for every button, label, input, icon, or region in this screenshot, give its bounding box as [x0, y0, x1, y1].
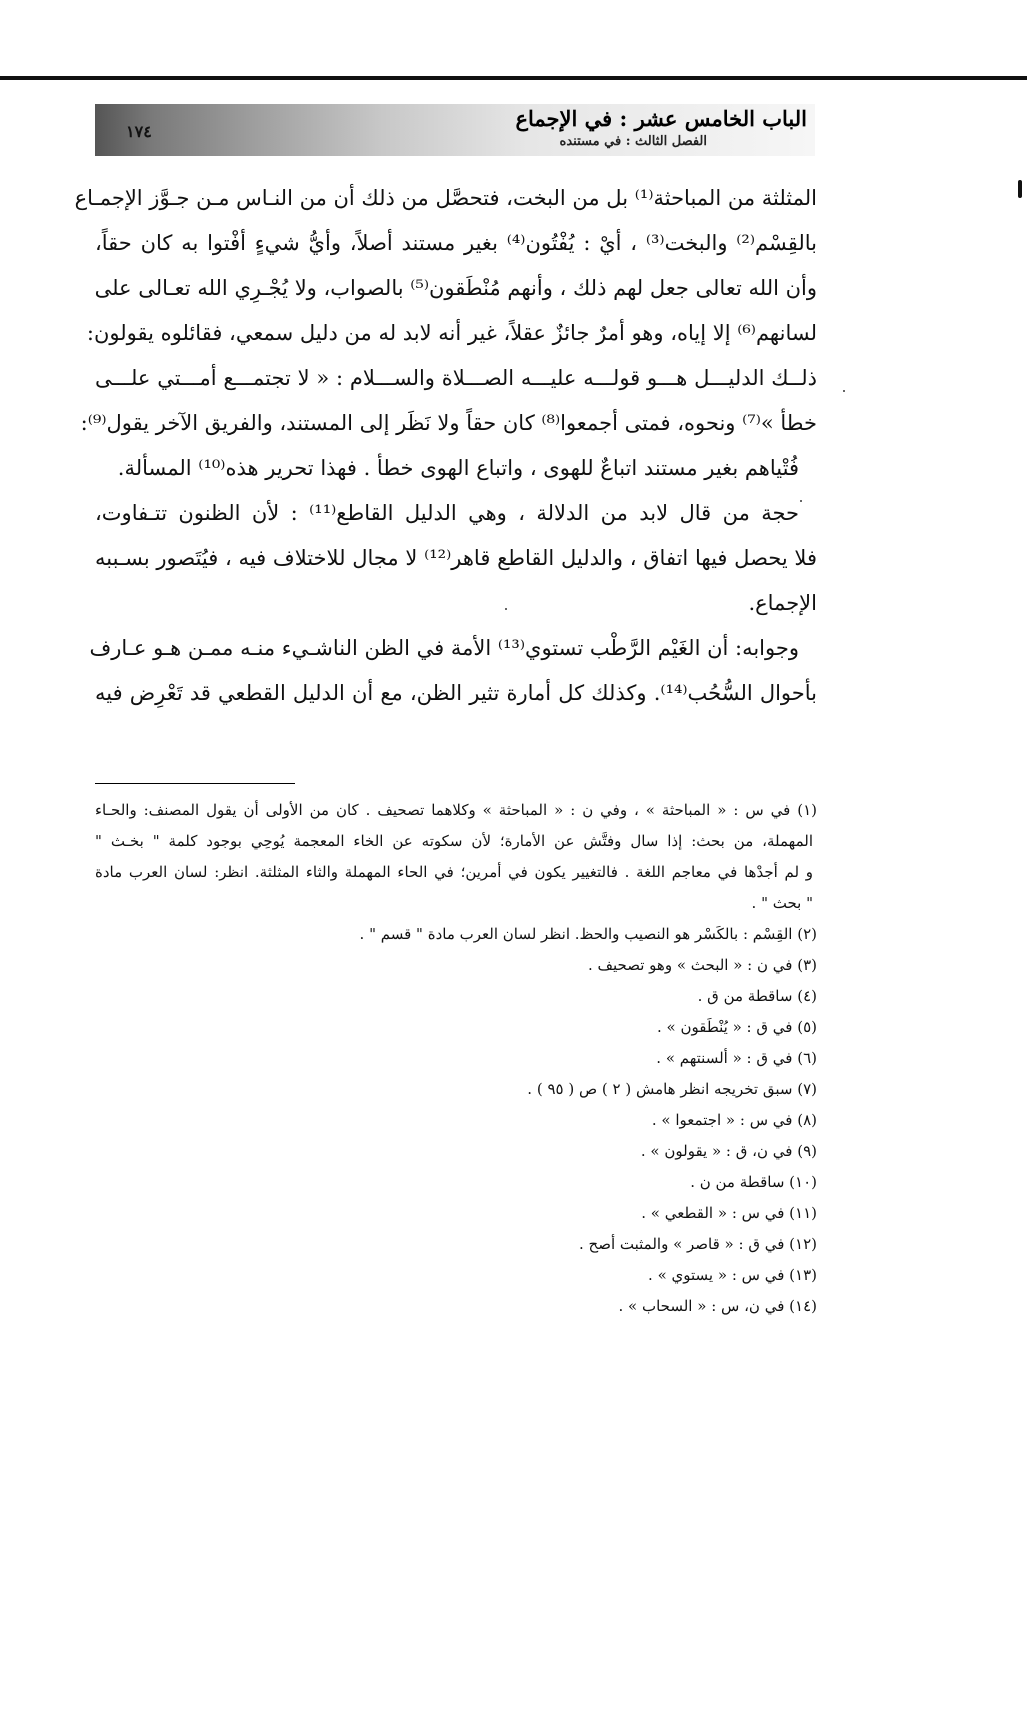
footnote-separator	[95, 783, 295, 784]
running-title: الباب الخامس عشر : في الإجماع	[515, 106, 807, 131]
body-line: وأن الله تعالى جعل لهم ذلك ، وأنهم مُنْطَقون⁽⁵⁾ بالصواب، ولا يُجْـرِي الله تعـالى على	[94, 276, 817, 300]
body-line: بأحوال السُّحُب⁽¹⁴⁾. وكذلك كل أمارة تثير الظن، مع أن الدليل القطعي قد تَعْرِض فيه	[95, 681, 817, 705]
body-line: حجة من قال لابد من الدلالة ، وهي الدليل القاطع⁽¹¹⁾ : لأن الظنون تتـفاوت،	[95, 501, 799, 525]
footnote-line: (١٠) ساقطة من ن .	[690, 1173, 817, 1191]
footnote-line: (٩) في ن، ق : « يقولون » .	[640, 1142, 817, 1160]
footnote-line: المهملة، من بحث: إذا سال وفتَّش عن الأمارة؛ لأن سكوته عن الخاء المعجمة يُوحِي بوجود كلمة " بخـث "	[95, 832, 813, 850]
footnote-line: (٨) في س : « اجتمعوا » .	[651, 1111, 817, 1129]
footnotes	[95, 795, 817, 1322]
footnote-line: (١١) في س : « القطعي » .	[641, 1204, 817, 1222]
body-line: ذلــك الدليـــل هـــو قولـــه عليـــه الصـــلاة والســـلام : « لا تجتمـــع أمـــتي علـــى	[95, 366, 817, 390]
footnote-line: (١) في س : « المباحثة » ، وفي ن : « المباحثة » وكلاهما تصحيف . كان من الأولى أن يقول المصنف: والحـاء	[95, 801, 817, 819]
body-line: بالقِسْم⁽²⁾ والبخت⁽³⁾ ، أيْ : يُفْتُون⁽⁴⁾ بغير مستند أصلاً، وأيُّ شيءٍ أفْتوا به كان حقاً،	[95, 231, 817, 255]
top-rule	[0, 76, 1027, 80]
margin-mark	[1018, 180, 1022, 198]
footnote-line: (١٢) في ق : « قاصر » والمثبت أصح .	[578, 1235, 817, 1253]
footnote-line: (٢) القِسْم : بالكَسْر هو النصيب والحظ. انظر لسان العرب مادة " قسم " .	[359, 925, 817, 943]
body-line: الإجماع.	[748, 591, 817, 615]
body-line: المثلثة من المباحثة⁽¹⁾ بل من البخت، فتحصَّل من ذلك أن من النـاس مـن جـوَّز الإجمـاع	[74, 186, 817, 210]
body-line: فلا يحصل فيها اتفاق ، والدليل القاطع قاهر⁽¹²⁾ لا مجال للاختلاف فيه ، فيُتَصور بسـببه	[95, 546, 817, 570]
footnote-line: (٧) سبق تخريجه انظر هامش ( ٢ ) ص ( ٩٥ ) .	[527, 1080, 817, 1098]
body-line: لسانهم⁽⁶⁾ إلا إياه، وهو أمرٌ جائزٌ عقلاً، غير أنه لابد له من دليل سمعي، فقائلوه يقولون:	[86, 321, 817, 345]
footnote-line: (٤) ساقطة من ق .	[697, 987, 817, 1005]
footnote-line: (١٤) في ن، س : « السحاب » .	[618, 1297, 817, 1315]
running-subtitle: الفصل الثالث : في مستنده	[559, 134, 707, 149]
scan-speck	[843, 390, 845, 392]
footnote-line: (٦) في ق : « ألسنتهم » .	[656, 1049, 817, 1067]
main-text	[74, 176, 817, 716]
body-line: وجوابه: أن الغَيْم الرَّطْب تستوي⁽¹³⁾ الأمة في الظن الناشـيء منـه ممـن هـو عـارف	[89, 636, 799, 660]
footnote-line: (٥) في ق : « يُنْطَقون » .	[657, 1018, 817, 1036]
footnote-line: (٣) في ن : « البحث » وهو تصحيف .	[587, 956, 817, 974]
page-number: ١٧٤	[126, 122, 152, 141]
body-line: فُتْياهم بغير مستند اتباعٌ للهوى ، واتباع الهوى خطأ . فهذا تحرير هذه⁽¹⁰⁾ المسألة.	[117, 456, 799, 480]
footnote-line: (١٣) في س : « يستوي » .	[648, 1266, 817, 1284]
footnote-line: و لم أجدْها في معاجم اللغة . فالتغيير يكون في أمرين؛ في الحاء المهملة والثاء المثلثة. انظر: لسان العرب مادة	[95, 863, 813, 881]
footnote-line: " بحث " .	[751, 894, 813, 912]
body-line: خطأ »⁽⁷⁾ ونحوه، فمتى أجمعوا⁽⁸⁾ كان حقاً ولا نَظَر إلى المستند، والفريق الآخر يقول⁽⁹⁾:	[80, 411, 817, 435]
